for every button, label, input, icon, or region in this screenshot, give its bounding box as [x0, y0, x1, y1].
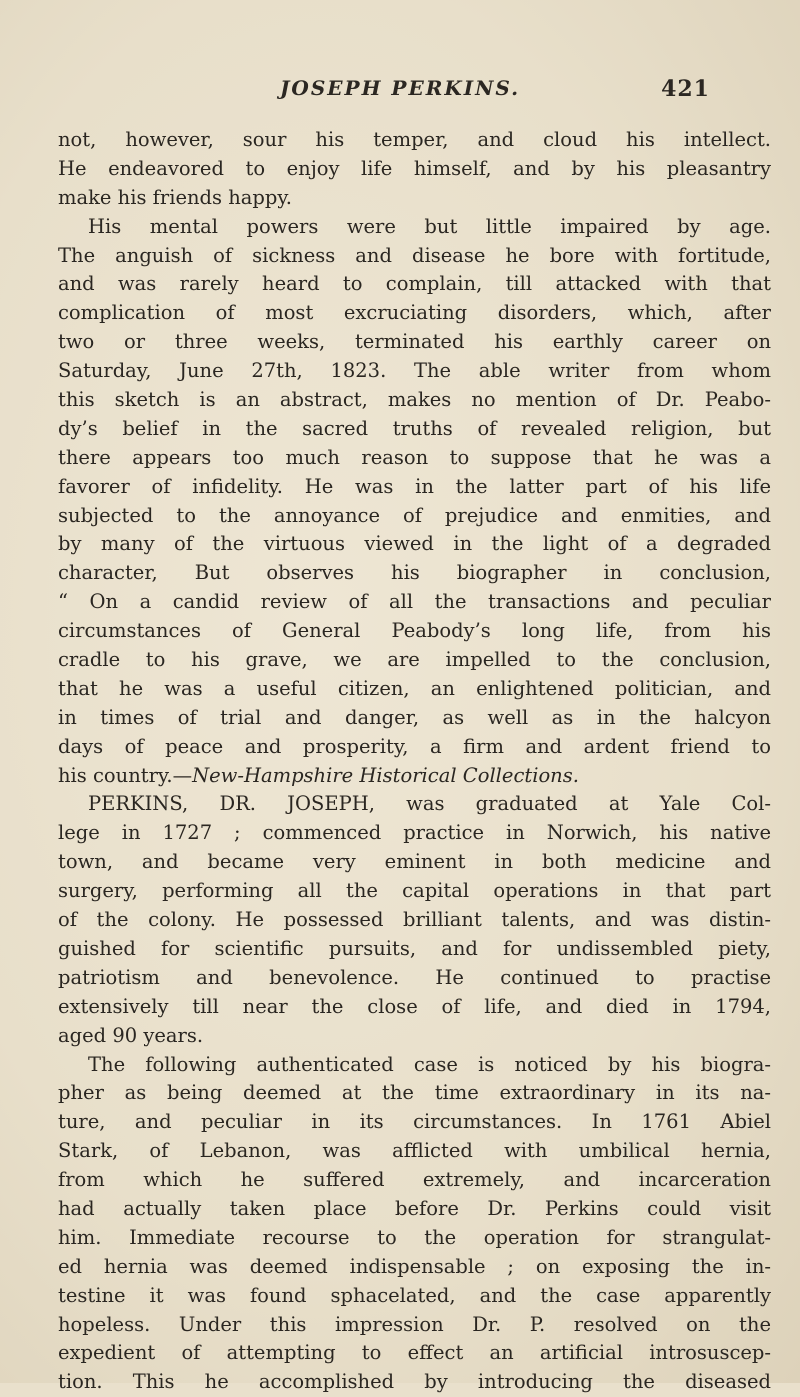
- running-head: JOSEPH PERKINS.: [279, 76, 521, 100]
- source-citation: New-Hampshire Historical Collections.: [192, 763, 579, 787]
- text-line: Saturday, June 27th, 1823. The able writer from whom: [58, 359, 771, 383]
- text-line: pher as being deemed at the time extraordinary in its na-: [58, 1081, 771, 1105]
- text-line: there appears too much reason to suppose that he was a: [58, 445, 771, 469]
- text-line: Stark, of Lebanon, was afflicted with umbilical hernia,: [58, 1139, 771, 1163]
- text-line: The following authenticated case is noticed by his biogra-: [88, 1052, 771, 1076]
- text-line: guished for scientific pursuits, and for undissembled piety,: [58, 936, 771, 960]
- text-fragment: his country.—: [58, 763, 193, 787]
- text-line-with-citation: [58, 762, 771, 791]
- text-line: by many of the virtuous viewed in the light of a degraded: [58, 532, 771, 556]
- text-line: hopeless. Under this impression Dr. P. resolved on the: [58, 1312, 771, 1336]
- text-line: complication of most excruciating disorders, which, after: [58, 301, 771, 325]
- text-line: “ On a candid review of all the transactions and peculiar: [58, 590, 771, 614]
- text-line: extensively till near the close of life, and died in 1794,: [58, 994, 771, 1018]
- text-line: from which he suffered extremely, and incarceration: [58, 1168, 771, 1192]
- text-line: character, But observes his biographer in conclusion,: [58, 561, 771, 585]
- text-line: His mental powers were but little impaired by age.: [88, 214, 771, 238]
- text-line: make his friends happy.: [58, 185, 293, 209]
- text-line: PERKINS, DR. JOSEPH, was graduated at Yale Col-: [88, 792, 771, 816]
- text-line: him. Immediate recourse to the operation for strangulat-: [58, 1225, 771, 1249]
- text-line: favorer of infidelity. He was in the latter part of his life: [58, 474, 771, 498]
- text-line: dy’s belief in the sacred truths of revealed religion, but: [58, 416, 771, 440]
- text-line: patriotism and benevolence. He continued to practise: [58, 965, 771, 989]
- text-line: not, however, sour his temper, and cloud his intellect.: [58, 128, 771, 151]
- page-number: 421: [661, 76, 710, 102]
- text-line: aged 90 years.: [58, 1023, 204, 1047]
- text-line: had actually taken place before Dr. Perkins could visit: [58, 1196, 771, 1220]
- page-header: [100, 76, 710, 106]
- text-line: this sketch is an abstract, makes no mention of Dr. Peabo-: [58, 388, 771, 412]
- text-line: in times of trial and danger, as well as in the halcyon: [58, 705, 771, 729]
- text-line: that he was a useful citizen, an enlightened politician, and: [58, 676, 771, 700]
- text-line: circumstances of General Peabody’s long life, from his: [58, 619, 771, 643]
- text-line: ed hernia was deemed indispensable ; on exposing the in-: [58, 1254, 771, 1278]
- text-line: surgery, performing all the capital operations in that part: [58, 879, 771, 903]
- text-line: days of peace and prosperity, a firm and ardent friend to: [58, 734, 771, 758]
- body-text: [58, 126, 771, 1397]
- text-line: cradle to his grave, we are impelled to the conclusion,: [58, 648, 771, 672]
- text-line: testine it was found sphacelated, and the case apparently: [58, 1283, 771, 1307]
- text-line: of the colony. He possessed brilliant talents, and was distin-: [58, 908, 771, 932]
- text-line: ture, and peculiar in its circumstances. In 1761 Abiel: [58, 1110, 771, 1134]
- text-line: He endeavored to enjoy life himself, and by his pleasantry: [58, 156, 771, 180]
- text-line: expedient of attempting to effect an artificial introsuscep-: [58, 1341, 771, 1365]
- text-line: two or three weeks, terminated his earthly career on: [58, 330, 771, 354]
- text-line: town, and became very eminent in both medicine and: [58, 850, 771, 874]
- text-line: The anguish of sickness and disease he bore with fortitude,: [58, 243, 771, 267]
- text-line: and was rarely heard to complain, till attacked with that: [58, 272, 771, 296]
- text-line: subjected to the annoyance of prejudice and enmities, and: [58, 503, 771, 527]
- text-line: lege in 1727 ; commenced practice in Norwich, his native: [58, 821, 771, 845]
- text-line: tion. This he accomplished by introducing the diseased: [58, 1370, 771, 1394]
